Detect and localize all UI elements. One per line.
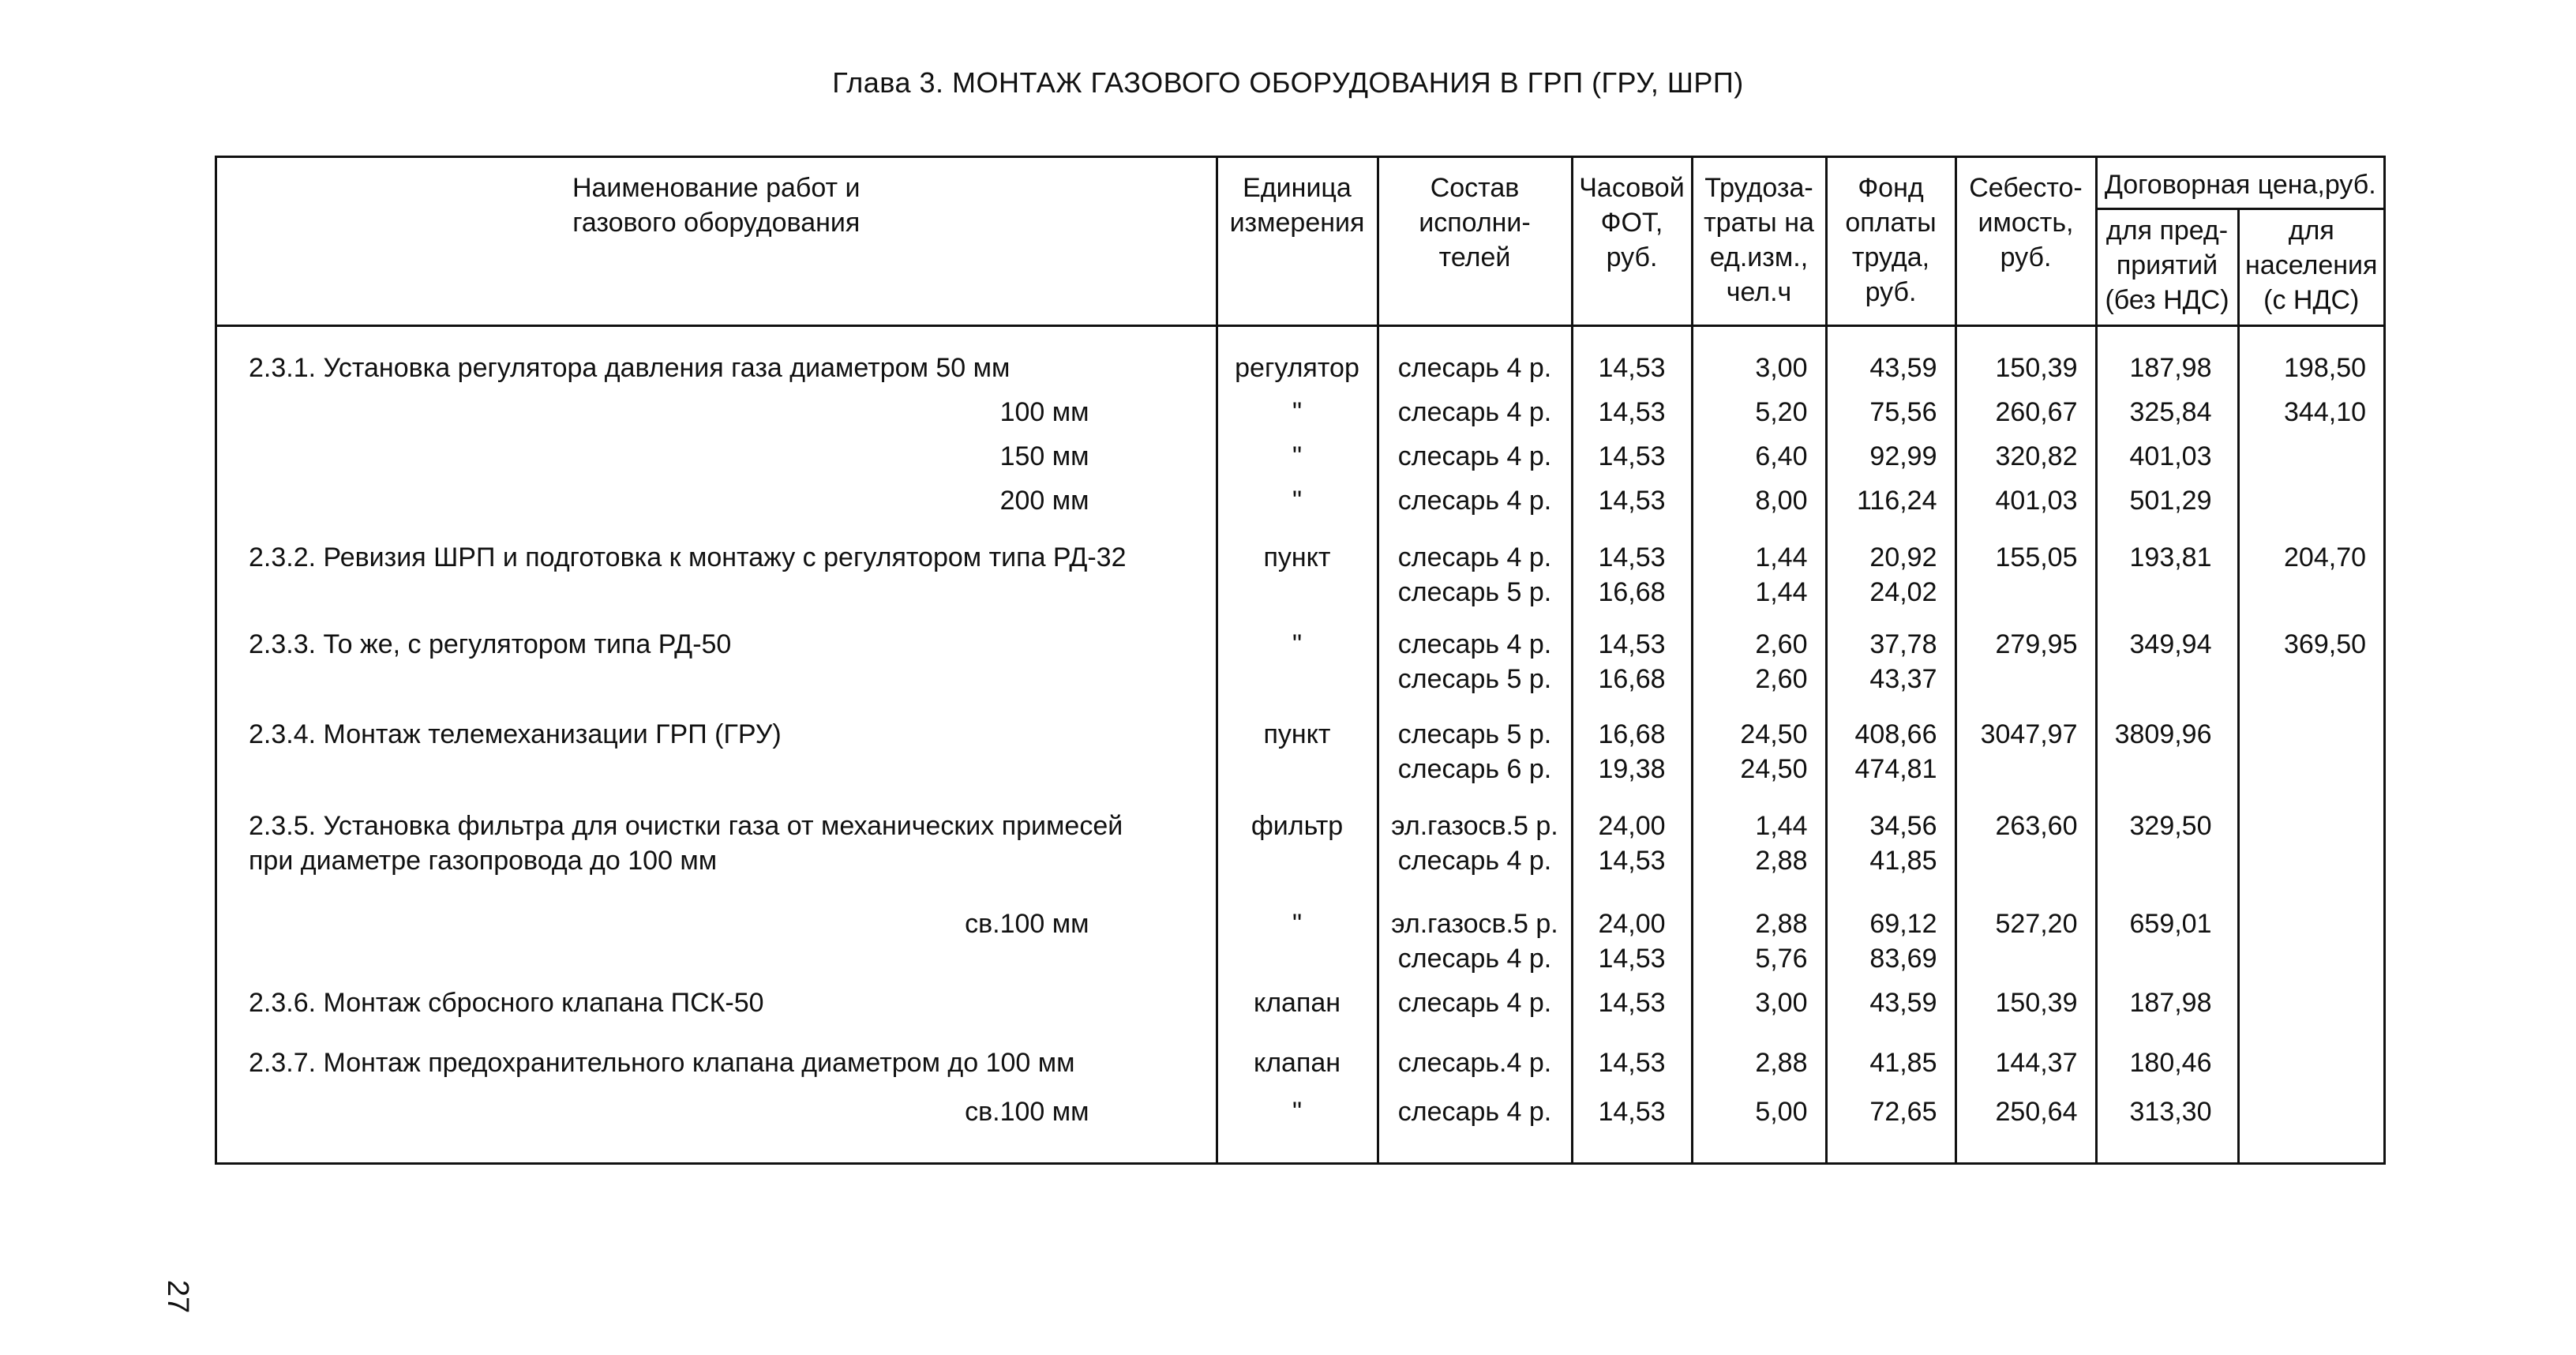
unit-cell: " (1217, 1080, 1378, 1165)
work-name-cell: 2.3.2. Ревизия ШРП и подготовка к монтажу с регулятором типа РД-32 (249, 542, 1127, 572)
table-row (217, 878, 2383, 976)
hourly-wage-cell: 14,53 (1572, 1080, 1692, 1165)
cost-cell: 320,82 (1955, 430, 2096, 474)
labor-cell: 2,88 (1692, 1020, 1826, 1080)
hourly-wage-cell: 14,53 (1572, 325, 1692, 385)
enterprise-price-cell: 313,30 (2096, 1080, 2238, 1165)
population-price-cell: 204,70 (2238, 518, 2383, 610)
hourly-wage-cell: 14,53 (1572, 385, 1692, 430)
wage-fund-cell: 20,92 24,02 (1826, 518, 1955, 610)
header-enterprises: для пред- приятий (без НДС) (2096, 208, 2238, 325)
header-name: Наименование работ и газового оборудования (217, 158, 1217, 325)
enterprise-price-cell: 401,03 (2096, 430, 2238, 474)
unit-cell: фильтр (1217, 786, 1378, 878)
table-row (217, 385, 2383, 430)
unit-cell: " (1217, 878, 1378, 976)
wage-fund-cell: 408,66 474,81 (1826, 696, 1955, 786)
staff-cell: эл.газосв.5 р. слесарь 4 р. (1378, 786, 1572, 878)
wage-fund-cell: 92,99 (1826, 430, 1955, 474)
population-price-cell (2238, 1080, 2383, 1165)
population-price-cell (2238, 696, 2383, 786)
population-price-cell (2238, 976, 2383, 1020)
population-price-cell (2238, 878, 2383, 976)
population-price-cell: 344,10 (2238, 385, 2383, 430)
enterprise-price-cell: 193,81 (2096, 518, 2238, 610)
labor-cell: 6,40 (1692, 430, 1826, 474)
header-population: для населения (с НДС) (2238, 208, 2383, 325)
staff-cell: эл.газосв.5 р. слесарь 4 р. (1378, 878, 1572, 976)
hourly-wage-cell: 14,53 (1572, 430, 1692, 474)
unit-cell: " (1217, 430, 1378, 474)
hourly-wage-cell: 14,53 (1572, 474, 1692, 518)
hourly-wage-cell: 14,53 16,68 (1572, 518, 1692, 610)
table-row (217, 474, 2383, 518)
labor-cell: 1,44 1,44 (1692, 518, 1826, 610)
wage-fund-cell: 43,59 (1826, 976, 1955, 1020)
hourly-wage-cell: 14,53 16,68 (1572, 610, 1692, 696)
labor-cell: 3,00 (1692, 325, 1826, 385)
header-labor: Трудоза- траты на ед.изм., чел.ч (1692, 158, 1826, 325)
unit-cell: " (1217, 610, 1378, 696)
enterprise-price-cell: 659,01 (2096, 878, 2238, 976)
table-row (217, 1080, 2383, 1165)
labor-cell: 5,20 (1692, 385, 1826, 430)
staff-cell: слесарь.4 р. (1378, 1020, 1572, 1080)
population-price-cell (2238, 474, 2383, 518)
staff-cell: слесарь 4 р. (1378, 1080, 1572, 1165)
table-row (217, 610, 2383, 696)
hourly-wage-cell: 24,00 14,53 (1572, 878, 1692, 976)
cost-cell: 527,20 (1955, 878, 2096, 976)
work-name-cell: 2.3.6. Монтаж сбросного клапана ПСК-50 (249, 987, 764, 1018)
labor-cell: 3,00 (1692, 976, 1826, 1020)
enterprise-price-cell: 349,94 (2096, 610, 2238, 696)
work-name-cell: 2.3.1. Установка регулятора давления газа диаметром 50 мм (249, 352, 1011, 383)
staff-cell: слесарь 4 р. слесарь 5 р. (1378, 610, 1572, 696)
work-name-cell: 150 мм (999, 441, 1089, 471)
header-contract-price: Договорная цена,руб. (2096, 158, 2383, 208)
enterprise-price-cell: 187,98 (2096, 976, 2238, 1020)
table-row (217, 696, 2383, 786)
work-name-cell: св.100 мм (965, 1096, 1089, 1127)
work-name-cell: св.100 мм (965, 908, 1089, 939)
cost-cell: 150,39 (1955, 976, 2096, 1020)
labor-cell: 5,00 (1692, 1080, 1826, 1165)
unit-cell: " (1217, 385, 1378, 430)
unit-cell: клапан (1217, 1020, 1378, 1080)
labor-cell: 1,44 2,88 (1692, 786, 1826, 878)
page-number: 27 (161, 1279, 194, 1314)
wage-fund-cell: 116,24 (1826, 474, 1955, 518)
table-row (217, 976, 2383, 1020)
enterprise-price-cell: 3809,96 (2096, 696, 2238, 786)
cost-cell: 401,03 (1955, 474, 2096, 518)
table-header (217, 158, 2383, 325)
cost-cell: 150,39 (1955, 325, 2096, 385)
cost-cell: 250,64 (1955, 1080, 2096, 1165)
price-table (217, 158, 2383, 1165)
staff-cell: слесарь 4 р. (1378, 430, 1572, 474)
unit-cell: " (1217, 474, 1378, 518)
staff-cell: слесарь 4 р. слесарь 5 р. (1378, 518, 1572, 610)
enterprise-price-cell: 325,84 (2096, 385, 2238, 430)
hourly-wage-cell: 24,00 14,53 (1572, 786, 1692, 878)
labor-cell: 2,88 5,76 (1692, 878, 1826, 976)
work-name-cell: 100 мм (999, 396, 1089, 427)
staff-cell: слесарь 4 р. (1378, 474, 1572, 518)
cost-cell: 155,05 (1955, 518, 2096, 610)
hourly-wage-cell: 14,53 (1572, 1020, 1692, 1080)
header-staff: Состав исполни- телей (1378, 158, 1572, 325)
work-name-cell: 200 мм (999, 485, 1089, 516)
work-name-cell: 2.3.7. Монтаж предохранительного клапана диаметром до 100 мм (249, 1047, 1075, 1078)
wage-fund-cell: 75,56 (1826, 385, 1955, 430)
work-name-cell: 2.3.3. То же, с регулятором типа РД-50 (249, 629, 732, 659)
price-table-frame (215, 156, 2386, 1165)
table-row (217, 786, 2383, 878)
table-row (217, 1020, 2383, 1080)
population-price-cell (2238, 1020, 2383, 1080)
labor-cell: 24,50 24,50 (1692, 696, 1826, 786)
page-title: Глава 3. МОНТАЖ ГАЗОВОГО ОБОРУДОВАНИЯ В ГРП (ГРУ, ШРП) (832, 66, 1744, 99)
enterprise-price-cell: 187,98 (2096, 325, 2238, 385)
cost-cell: 144,37 (1955, 1020, 2096, 1080)
population-price-cell: 198,50 (2238, 325, 2383, 385)
wage-fund-cell: 34,56 41,85 (1826, 786, 1955, 878)
labor-cell: 8,00 (1692, 474, 1826, 518)
unit-cell: клапан (1217, 976, 1378, 1020)
population-price-cell (2238, 786, 2383, 878)
unit-cell: регулятор (1217, 325, 1378, 385)
table-row (217, 325, 2383, 385)
unit-cell: пункт (1217, 696, 1378, 786)
staff-cell: слесарь 4 р. (1378, 325, 1572, 385)
cost-cell: 3047,97 (1955, 696, 2096, 786)
population-price-cell (2238, 430, 2383, 474)
cost-cell: 263,60 (1955, 786, 2096, 878)
table-row (217, 518, 2383, 610)
table-row (217, 430, 2383, 474)
cost-cell: 260,67 (1955, 385, 2096, 430)
header-wage-fund: Фонд оплаты труда, руб. (1826, 158, 1955, 325)
staff-cell: слесарь 4 р. (1378, 976, 1572, 1020)
header-hourly-wage: Часовой ФОТ, руб. (1572, 158, 1692, 325)
wage-fund-cell: 37,78 43,37 (1826, 610, 1955, 696)
header-cost: Себесто- имость, руб. (1955, 158, 2096, 325)
hourly-wage-cell: 14,53 (1572, 976, 1692, 1020)
work-name-cell: 2.3.5. Установка фильтра для очистки газа от механических примесей при диаметре газопровода до 100 мм (249, 810, 1123, 876)
staff-cell: слесарь 5 р. слесарь 6 р. (1378, 696, 1572, 786)
enterprise-price-cell: 329,50 (2096, 786, 2238, 878)
population-price-cell: 369,50 (2238, 610, 2383, 696)
work-name-cell: 2.3.4. Монтаж телемеханизации ГРП (ГРУ) (249, 719, 782, 749)
hourly-wage-cell: 16,68 19,38 (1572, 696, 1692, 786)
enterprise-price-cell: 180,46 (2096, 1020, 2238, 1080)
header-unit: Единица измерения (1217, 158, 1378, 325)
wage-fund-cell: 72,65 (1826, 1080, 1955, 1165)
wage-fund-cell: 69,12 83,69 (1826, 878, 1955, 976)
wage-fund-cell: 43,59 (1826, 325, 1955, 385)
table-body (217, 325, 2383, 1165)
staff-cell: слесарь 4 р. (1378, 385, 1572, 430)
unit-cell: пункт (1217, 518, 1378, 610)
enterprise-price-cell: 501,29 (2096, 474, 2238, 518)
wage-fund-cell: 41,85 (1826, 1020, 1955, 1080)
labor-cell: 2,60 2,60 (1692, 610, 1826, 696)
cost-cell: 279,95 (1955, 610, 2096, 696)
